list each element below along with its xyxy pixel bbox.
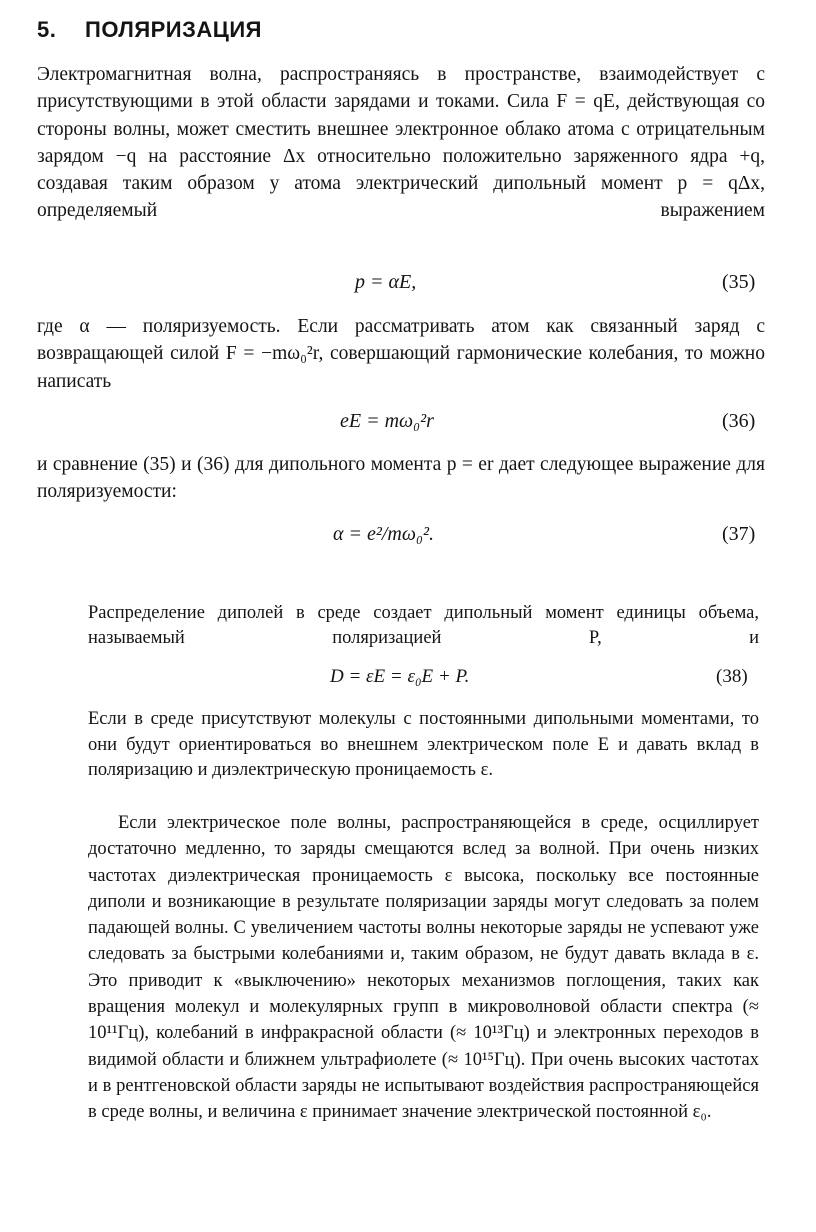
- section-number: 5.: [37, 17, 57, 42]
- paragraph-dipole-distribution: Распределение диполей в среде создает дипольный момент единицы объема, называемый поляризацией P, и: [88, 603, 759, 648]
- section-title: ПОЛЯРИЗАЦИЯ: [85, 17, 262, 42]
- paragraph-frequency-dependence: [88, 810, 759, 1126]
- paragraph-intro: Электромагнитная волна, распространяясь в пространстве, взаимодействует с присутствующими в этой области зарядами и токами. Сила F = qE, действующая со стороны волны, может сместить внешнее электронное облако атома с отрицательным зарядом −q на расстояние Δx относительно положительно заряженного ядра +q, создавая таким образом у атома электрический дипольный момент p = qΔx, определяемый выражением: [37, 64, 765, 222]
- equation-38-label: (38): [716, 666, 748, 687]
- equation-36-label: (36): [722, 410, 756, 432]
- equation-36: eE = mω₀²r: [340, 410, 434, 432]
- equation-37-label: (37): [722, 523, 756, 545]
- paragraph-permanent-dipoles: Если в среде присутствуют молекулы с постоянными дипольными моментами, то они будут ориентироваться во внешнем электрическом поле E и давать вклад в поляризацию и диэлектрическую проницаемость ε.: [88, 709, 759, 781]
- paragraph-comparison: и сравнение (35) и (36) для дипольного момента p = er дает следующее выражение для поляризуемости:: [37, 454, 765, 503]
- paragraph-polarizability: где α — поляризуемость. Если рассматривать атом как связанный заряд с возвращающей силой F = −mω₀²r, совершающий гармонические колебания, то можно написать: [37, 316, 765, 392]
- section-heading: [37, 17, 262, 43]
- paragraph-frequency-text: Если электрическое поле волны, распространяющейся в среде, осциллирует достаточно медленно, то заряды смещаются вслед за волной. При очень низких частотах диэлектрическая проницаемость ε высока, поскольку все постоянные диполи и возникающие в результате поляризации заряды могут следовать за полем падающей волны. С увеличением частоты волны некоторые заряды не успевают уже следовать за быстрыми колебаниями и, таким образом, не будут давать вклада в ε. Это приводит к «выключению» некоторых механизмов поглощения, таких как вращения молекул и молекулярных групп в микроволновой области спектра (≈ 10¹¹Гц), колебаний в инфракрасной области (≈ 10¹³Гц) и электронных переходов в видимой области и ближнем ультрафиолете (≈ 10¹⁵Гц). При очень высоких частотах и в рентгеновской области заряды не испытывают воздействия распространяющейся в среде волны, и величина ε принимает значение электрической постоянной ε₀.: [88, 813, 759, 1123]
- equation-35: p = αE,: [355, 271, 417, 293]
- equation-35-label: (35): [722, 271, 756, 293]
- equation-37: α = e²/mω₀².: [333, 523, 434, 545]
- equation-38: D = εE = ε₀E + P.: [330, 666, 470, 687]
